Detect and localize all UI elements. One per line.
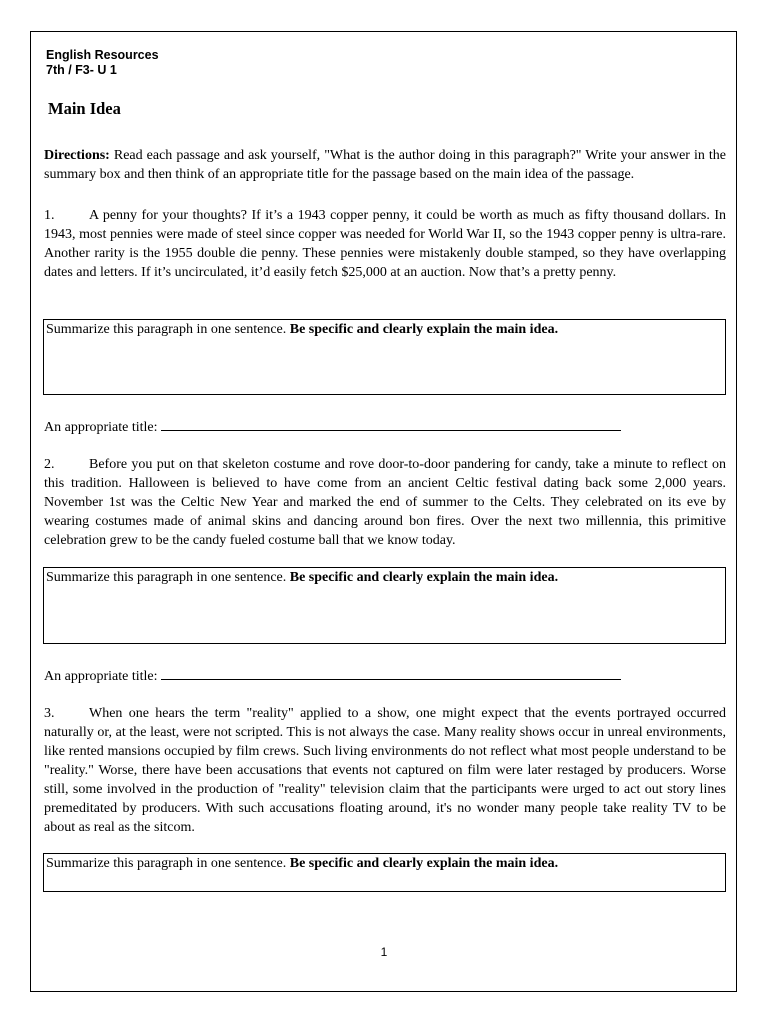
title-prompt: An appropriate title:	[44, 420, 158, 435]
summary-prompt-emphasis: Be specific and clearly explain the main idea.	[289, 570, 559, 585]
passage-text: A penny for your thoughts? If it’s a 1943 copper penny, it could be worth as much as fifty thousand dollars. In 1943, most pennies were made of steel since copper was needed for World War II, so the 1943 copper penny is ultra-rare. Another rarity is the 1955 double die penny. These pennies were mistakenly double stamped, so they have overlapping dates and letters. If it’s uncirculated, it’d easily fetch $25,000 at an auction. Now that’s a pretty penny.	[44, 208, 726, 280]
title-blank-1[interactable]	[161, 416, 621, 431]
title-blank-2[interactable]	[161, 665, 621, 680]
passage-2	[44, 455, 726, 550]
passage-text: Before you put on that skeleton costume and rove door-to-door pandering for candy, take a minute to reflect on this tradition. Halloween is believed to have come from an ancient Celtic festival dating back some 2,000 years. November 1st was the Celtic New Year and marked the end of summer to the Celts. They celebrated on its eve by wearing costumes made of animal skins and dancing around bon fires. Over the next two millennia, this primitive celebration grew to be the candy fueled costume ball that we know today.	[44, 457, 726, 548]
summary-prompt: Summarize this paragraph in one sentence.	[46, 322, 290, 337]
directions-label: Directions:	[44, 148, 110, 163]
passage-number: 1.	[44, 208, 55, 223]
title-prompt: An appropriate title:	[44, 669, 158, 684]
passage-3	[44, 704, 726, 837]
page-number: 1	[380, 945, 388, 959]
summary-box-2[interactable]	[43, 567, 726, 644]
directions	[44, 146, 726, 184]
title-line-2	[44, 665, 621, 685]
summary-box-3[interactable]	[43, 853, 726, 892]
summary-prompt: Summarize this paragraph in one sentence.	[46, 856, 290, 871]
summary-prompt-emphasis: Be specific and clearly explain the main idea.	[289, 856, 559, 871]
worksheet-header	[46, 48, 159, 78]
header-course: English Resources	[46, 48, 159, 62]
summary-prompt: Summarize this paragraph in one sentence.	[46, 570, 290, 585]
passage-number: 3.	[44, 706, 55, 721]
passage-number: 2.	[44, 457, 55, 472]
passage-text: When one hears the term "reality" applied to a show, one might expect that the events portrayed occurred naturally or, at the least, were not scripted. This is not always the case. Many reality shows occur in unreal environments, like rented mansions occupied by film crews. Such living environments do not reflect what most people understand to be "reality." Worse, there have been accusations that events not captured on film were later restaged by producers. Worse still, some involved in the production of "reality" television claim that the participants were urged to act out story lines premeditated by producers. With such accusations floating around, it's no wonder many people take reality TV to be about as real as the sitcom.	[44, 706, 726, 835]
summary-prompt-emphasis: Be specific and clearly explain the main idea.	[289, 322, 559, 337]
summary-box-1[interactable]	[43, 319, 726, 395]
title-line-1	[44, 416, 621, 436]
header-unit: 7th / F3- U 1	[46, 63, 117, 77]
directions-text: Read each passage and ask yourself, "What is the author doing in this paragraph?" Write your answer in the summary box and then think of an appropriate title for the passage based on the main idea of the passage.	[44, 148, 726, 182]
passage-1	[44, 206, 726, 282]
page-title: Main Idea	[48, 99, 121, 118]
